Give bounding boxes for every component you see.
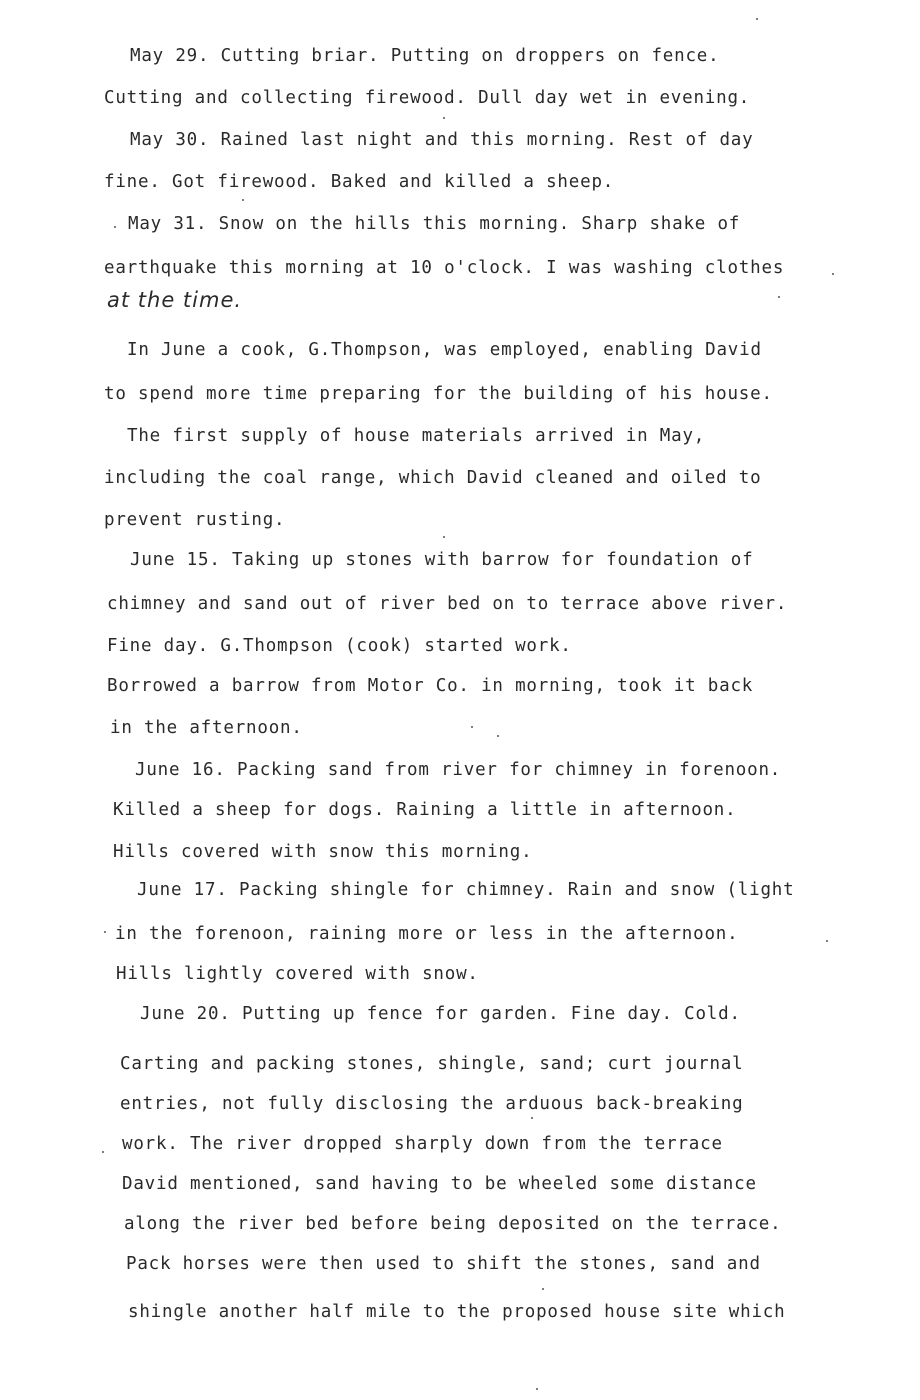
text-line: In June a cook, G.Thompson, was employed, enabling David [127, 340, 762, 360]
text-line: May 29. Cutting briar. Putting on droppers on fence. [130, 46, 720, 66]
text-line: Hills lightly covered with snow. [116, 964, 479, 984]
text-line: May 31. Snow on the hills this morning. Sharp shake of [128, 214, 741, 234]
text-line: prevent rusting. [104, 510, 286, 530]
scan-speck [443, 117, 445, 119]
text-line: David mentioned, sand having to be wheeled some distance [122, 1174, 757, 1194]
text-line: at the time. [107, 288, 243, 312]
text-line: Cutting and collecting firewood. Dull day wet in evening. [104, 88, 751, 108]
text-line: Killed a sheep for dogs. Raining a little in afternoon. [113, 800, 737, 820]
scan-speck [242, 199, 244, 201]
text-line: Borrowed a barrow from Motor Co. in morning, took it back [107, 676, 754, 696]
text-line: Fine day. G.Thompson (cook) started work. [107, 636, 572, 656]
text-line: June 15. Taking up stones with barrow for foundation of [130, 550, 754, 570]
text-line: Pack horses were then used to shift the stones, sand and [126, 1254, 761, 1274]
text-line: entries, not fully disclosing the arduous back-breaking [120, 1094, 744, 1114]
scan-speck [536, 1388, 538, 1390]
scan-speck [542, 1288, 544, 1290]
text-line: chimney and sand out of river bed on to terrace above river. [107, 594, 788, 614]
scan-speck [531, 1117, 533, 1119]
text-line: along the river bed before being deposited on the terrace. [124, 1214, 782, 1234]
text-line: Carting and packing stones, shingle, sand; curt journal [120, 1054, 744, 1074]
text-line: June 20. Putting up fence for garden. Fine day. Cold. [140, 1004, 741, 1024]
scan-speck [826, 940, 828, 942]
text-line: Hills covered with snow this morning. [113, 842, 533, 862]
text-line: fine. Got firewood. Baked and killed a sheep. [104, 172, 615, 192]
scan-speck [443, 536, 445, 538]
scan-speck [104, 931, 106, 933]
text-line: shingle another half mile to the proposed house site which [128, 1302, 786, 1322]
text-line: June 17. Packing shingle for chimney. Rain and snow (light [137, 880, 795, 900]
text-line: to spend more time preparing for the building of his house. [104, 384, 773, 404]
scan-speck [778, 296, 780, 298]
scan-speck [114, 226, 116, 228]
text-line: in the afternoon. [110, 718, 303, 738]
scan-speck [471, 726, 473, 728]
text-line: in the forenoon, raining more or less in the afternoon. [115, 924, 739, 944]
scan-speck [832, 273, 834, 275]
text-line: earthquake this morning at 10 o'clock. I was washing clothes [104, 258, 785, 278]
scan-speck [102, 1151, 104, 1153]
text-line: The first supply of house materials arrived in May, [127, 426, 706, 446]
scan-speck [756, 18, 758, 20]
text-line: including the coal range, which David cleaned and oiled to [104, 468, 762, 488]
text-line: work. The river dropped sharply down from the terrace [122, 1134, 723, 1154]
text-line: June 16. Packing sand from river for chimney in forenoon. [135, 760, 782, 780]
scan-speck [497, 735, 499, 737]
text-line: May 30. Rained last night and this morning. Rest of day [130, 130, 754, 150]
